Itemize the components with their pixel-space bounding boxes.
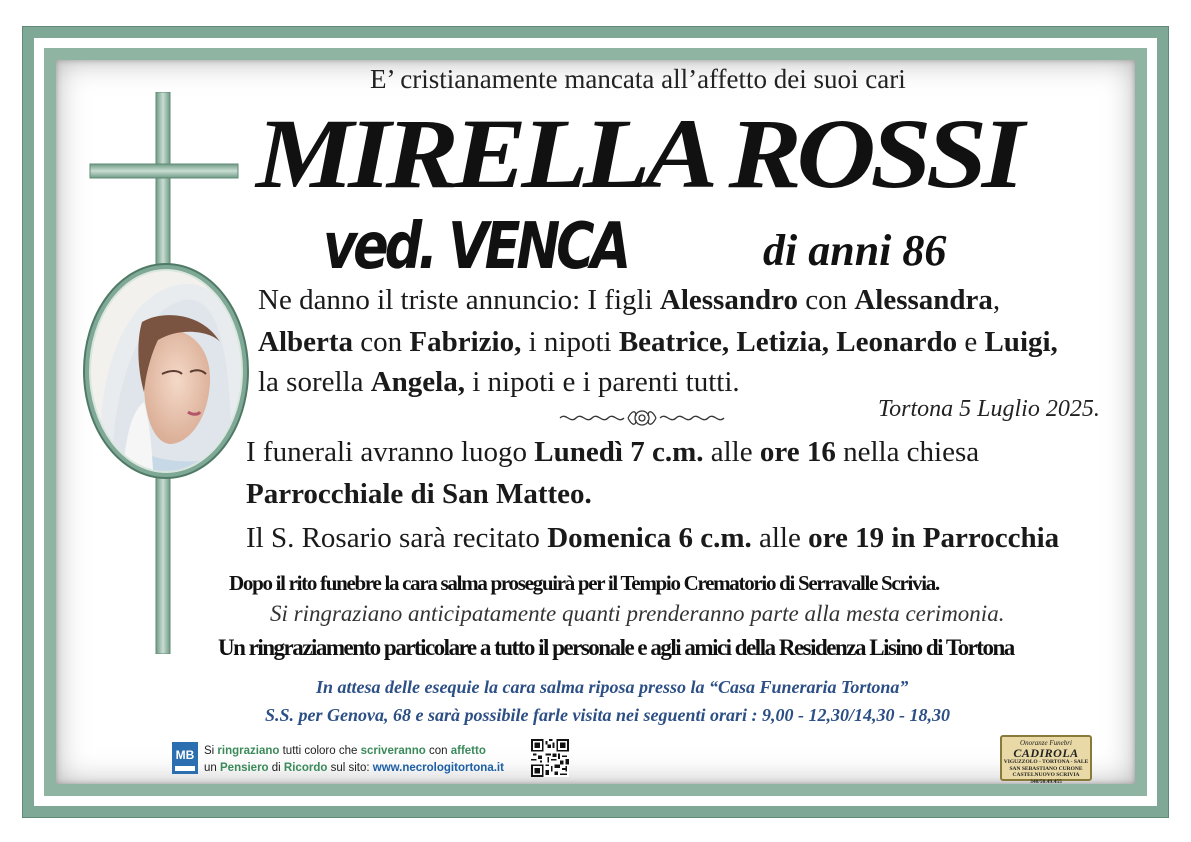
text: nella chiesa bbox=[835, 436, 980, 468]
logo-line: VIGUZZOLO - TORTONA - SALE bbox=[1003, 759, 1089, 765]
text: la sorella bbox=[258, 366, 371, 398]
footer-line-1 bbox=[204, 745, 486, 757]
deceased-name: MIRELLA ROSSI bbox=[256, 98, 1020, 209]
logo-line: Onoranze Funebri bbox=[1020, 739, 1072, 747]
name-bold: Alessandra bbox=[854, 284, 993, 316]
logo-line: SAN SEBASTIANO CURONE bbox=[1009, 765, 1083, 772]
mb-book-icon bbox=[172, 742, 198, 774]
text: tutti coloro che bbox=[279, 745, 361, 757]
name-bold: Beatrice, Letizia, Leonardo bbox=[618, 326, 958, 358]
funeral-line-1 bbox=[246, 436, 979, 469]
book-shape bbox=[175, 766, 195, 771]
text: alle bbox=[751, 522, 809, 554]
intro-line: E’ cristianamente mancata all’affetto dei suoi cari bbox=[370, 64, 906, 94]
highlight: scriveranno bbox=[360, 745, 426, 757]
funeral-line-2 bbox=[246, 478, 592, 511]
text: , bbox=[992, 284, 1001, 316]
text: Ne danno il triste annuncio: I figli bbox=[258, 284, 660, 316]
text: alle bbox=[703, 436, 760, 468]
logo-phone: 340/50.49.455 bbox=[1030, 778, 1062, 785]
text: e bbox=[957, 326, 985, 358]
highlight: Pensiero bbox=[220, 762, 269, 774]
thanks-all-line: Si ringraziano anticipatamente quanti prenderanno parte alla mesta cerimonia. bbox=[270, 601, 1005, 626]
visit-line-1: In attesa delle esequie la cara salma riposa presso la “Casa Funeraria Tortona” bbox=[316, 677, 909, 697]
text: di bbox=[268, 762, 284, 774]
footer-line-2 bbox=[204, 762, 504, 774]
highlight: affetto bbox=[450, 745, 486, 757]
name-bold: Alessandro bbox=[659, 284, 798, 316]
deceased-age: di anni 86 bbox=[763, 226, 947, 275]
name-bold: Luigi, bbox=[984, 326, 1058, 358]
badge-text: MB bbox=[175, 748, 195, 762]
ornament-divider bbox=[556, 406, 728, 430]
cremation-line: Dopo il rito funebre la cara salma proseguirà per il Tempio Crematorio di Serravalle Scrivia. bbox=[229, 571, 939, 595]
text: i nipoti bbox=[521, 326, 619, 358]
text: Il S. Rosario sarà recitato bbox=[246, 522, 548, 554]
qr-code[interactable] bbox=[531, 739, 569, 777]
text: un bbox=[204, 762, 220, 774]
place-date: Tortona 5 Luglio 2025. bbox=[878, 396, 1100, 422]
logo-name: CADIROLA bbox=[1013, 746, 1079, 760]
text: sul sito: bbox=[327, 762, 373, 774]
text: Si bbox=[204, 745, 218, 757]
name-bold: Angela, bbox=[370, 366, 465, 398]
bold-text: ore 19 in Parrocchia bbox=[808, 522, 1060, 554]
rosary-line bbox=[246, 522, 1059, 555]
announcement-line-1 bbox=[258, 284, 1000, 317]
logo-line: CASTELNUOVO SCRIVIA bbox=[1012, 772, 1080, 778]
bold-text: ore 16 bbox=[759, 436, 836, 468]
madonna-portrait bbox=[82, 262, 250, 480]
church-name: Parrocchiale di San Matteo. bbox=[246, 478, 592, 510]
website-link[interactable]: www.necrologitortona.it bbox=[372, 762, 504, 774]
text: I funerali avranno luogo bbox=[246, 436, 535, 468]
funeral-home-logo bbox=[1000, 735, 1092, 785]
highlight: ringraziano bbox=[217, 745, 280, 757]
bold-text: Domenica 6 c.m. bbox=[547, 522, 752, 554]
text: con bbox=[353, 326, 410, 358]
announcement-line-3 bbox=[258, 366, 740, 399]
text: i nipoti e i parenti tutti. bbox=[464, 366, 740, 398]
announcement-line-2 bbox=[258, 326, 1058, 359]
name-bold: Alberta bbox=[258, 326, 354, 358]
name-bold: Fabrizio, bbox=[409, 326, 522, 358]
married-name: ved. VENCA bbox=[323, 210, 628, 284]
highlight: Ricordo bbox=[283, 762, 328, 774]
text: con bbox=[425, 745, 451, 757]
text: con bbox=[797, 284, 855, 316]
visit-line-2: S.S. per Genova, 68 e sarà possibile farle visita nei seguenti orari : 9,00 - 12,30/14,30 - 18,30 bbox=[265, 705, 950, 725]
bold-text: Lunedì 7 c.m. bbox=[534, 436, 704, 468]
special-thanks-line: Un ringraziamento particolare a tutto il personale e agli amici della Residenza Lisino di Tortona bbox=[218, 635, 1014, 660]
